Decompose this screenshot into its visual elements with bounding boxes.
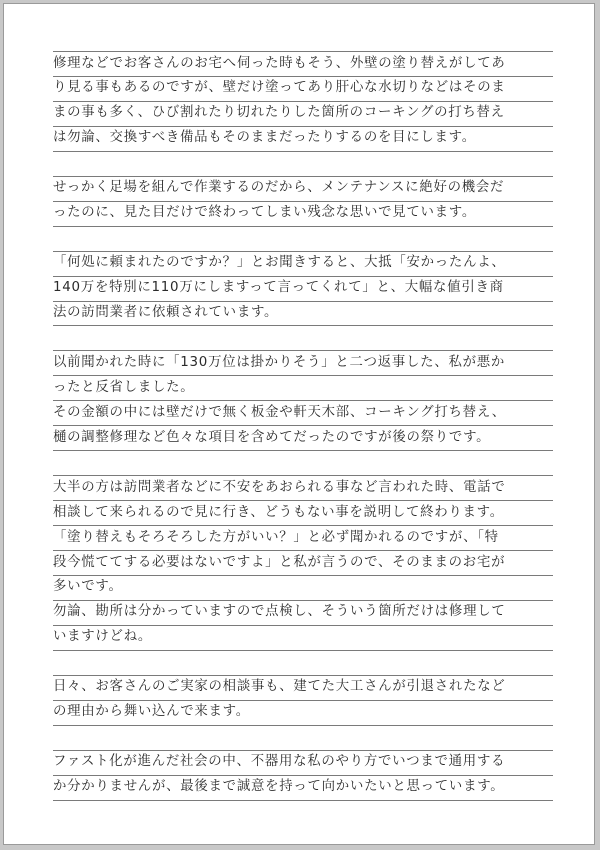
text-line: 以前聞かれた時に「130万位は掛かりそう」と二つ返事した、私が悪か [53,354,506,370]
text-line [53,452,553,474]
text-line: いますけどね。 [53,629,152,645]
document-page [3,3,595,845]
text-line: 樋の調整修理など色々な項目を含めてだったのですが後の祭りです。 [53,429,491,445]
text-line: 多いです。 [53,579,123,595]
text-line: 法の訪問業者に依頼されています。 [53,305,279,320]
ruled-text-area [53,4,553,844]
text-line: まの事も多く、ひび割れたり切れたりした箇所のコーキングの打ち替え [53,105,505,121]
text-line: その金額の中には壁だけで無く板金や軒天木部、コーキング打ち替え、 [53,404,506,420]
text-line: 「何処に頼まれたのですか？」とお聞きすると、大抵「安かったんよ、 [53,255,506,271]
text-line [53,227,553,249]
text-line: か分かりませんが、最後まで誠意を持って向かいたいと思っています。 [53,779,505,795]
text-line: 大半の方は訪問業者などに不安をあおられる事など言われた時、電話で [53,479,506,495]
text-line [53,726,553,748]
rule-line [53,800,553,801]
text-line: り見る事もあるのですが、壁だけ塗ってあり肝心な水切りなどはそのま [53,80,506,96]
text-line: 段今慌ててする必要はないですよ」と私が言うので、そのままのお宅が [53,554,506,570]
text-line: せっかく足場を組んで作業するのだから、メンテナンスに絶好の機会だ [53,180,505,196]
text-line: 修理などでお客さんのお宅へ伺った時もそう、外壁の塗り替えがしてあ [53,55,506,71]
text-line: ったと反省しました。 [53,379,195,395]
text-line [53,327,553,349]
text-line: ファスト化が進んだ社会の中、不器用な私のやり方でいつまで通用する [53,754,506,770]
text-line: の理由から舞い込んで来ます。 [53,704,250,720]
text-line: 勿論、勘所は分かっていますので点検し、そういう箇所だけは修理して [53,604,506,620]
text-line: 日々、お客さんのご実家の相談事も、建てた大工さんが引退されたなど [53,679,506,695]
text-line: 相談して来られるので見に行き、どうもない事を説明して終わります。 [53,504,504,520]
text-line: 「塗り替えもそろそろした方がいい？」と必ず聞かれるのですが、「特 [53,529,499,545]
text-line [53,651,553,673]
text-line [53,152,553,174]
text-line: ったのに、見た目だけで終わってしまい残念な思いで見ています。 [53,205,477,221]
text-line: は勿論、交換すべき備品もそのままだったりするのを目にします。 [53,130,476,146]
text-line: 140万を特別に110万にしますって言ってくれて」と、大幅な値引き商 [53,280,504,296]
